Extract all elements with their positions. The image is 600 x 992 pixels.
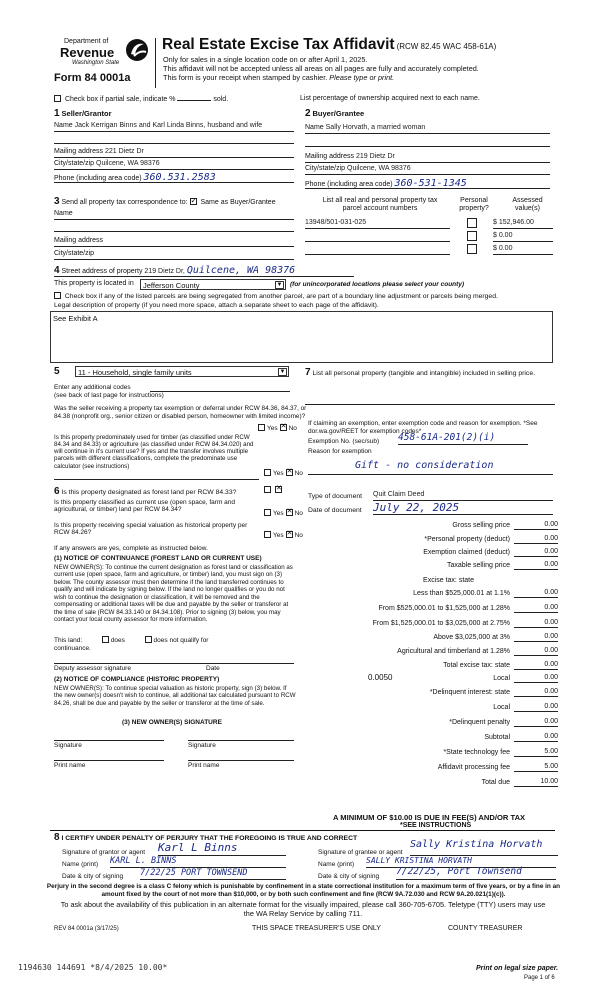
historic-no-checkbox[interactable] <box>286 531 293 538</box>
buyer-heading <box>305 108 364 120</box>
seller-name-label: Name <box>54 122 73 129</box>
tax-row-label: *State technology fee <box>443 748 510 756</box>
notice1-body: NEW OWNER(S): To continue the current designation as forest land or classification as current use (open space, farm and agriculture, or timber) land, you must sign on (3) below. The county assessor must then determine if the land transferred continues to qualify and will indicate by signing below. If the land no longer qualifies or you do not wish to continue the designation or classification, it will be removed and the compensating or additional taxes will be due and payable by the seller or transferor at the time of sale (RCW 84.33.140 or 84.34.108). Prior to signing (3) below, you may contact your local county assessor for more information. <box>54 564 293 624</box>
exemption-question <box>54 405 309 420</box>
this-land-row <box>54 636 208 645</box>
tax-row-value[interactable]: 10.00 <box>514 778 558 787</box>
buyer-phone-label: Phone (including area code) <box>305 181 393 188</box>
buyer-city-field[interactable]: Quilcene, WA 98376 <box>347 165 411 172</box>
exemption-number-label: Exemption No. (sec/sub) <box>308 438 380 445</box>
county-select[interactable] <box>140 279 286 290</box>
buyer-phone-row <box>305 178 550 189</box>
does-label: does <box>110 637 125 644</box>
segregated-row <box>54 292 498 301</box>
tax-row-label: Local <box>493 703 510 711</box>
notice-2: This affidavit will not be accepted unless all areas on all pages are fully and accurately completed. <box>163 64 479 73</box>
forest-question-text: Is this property designated as forest land per RCW 84.33? <box>61 489 237 496</box>
new-owner-print-label-2: Print name <box>188 762 220 769</box>
tax-row-value[interactable]: 5.00 <box>514 763 558 772</box>
seller-mailing-label: Mailing address <box>54 148 104 155</box>
new-owner-signature-heading: (3) NEW OWNER(S) SIGNATURE <box>122 719 222 726</box>
this-land-label: This land: <box>54 637 83 644</box>
buyer-mailing-label: Mailing address <box>305 153 355 160</box>
street-address-field[interactable]: 219 Dietz Dr, <box>144 268 185 275</box>
seller-name-extra-line <box>54 136 294 144</box>
correspondence-extra-line <box>54 224 294 232</box>
timber-yes-no <box>262 469 303 478</box>
legal-description-text: See Exhibit A <box>53 314 98 323</box>
grantor-date-city[interactable]: 7/22/25 PORT TOWNSEND <box>140 868 286 880</box>
chevron-down-icon: ▼ <box>276 282 283 288</box>
grantee-name[interactable]: SALLY KRISTINA HORVATH <box>366 856 556 868</box>
no-label: No <box>288 425 297 432</box>
correspondence-label: Send all property tax correspondence to: <box>61 199 188 206</box>
personal-property-checkbox-2[interactable] <box>467 231 477 244</box>
form-number: Form 84 0001a <box>54 72 131 84</box>
partial-sale-label: Check box if partial sale, indicate % <box>64 96 176 103</box>
dept-line3: Washington State <box>72 60 120 66</box>
current-use-no-checkbox[interactable] <box>286 509 293 516</box>
tax-row-value[interactable]: 0.00 <box>514 661 558 670</box>
buyer-mailing-field[interactable]: 219 Dietz Dr <box>355 153 395 160</box>
doc-date-field[interactable]: July 22, 2025 <box>373 501 553 515</box>
personal-heading-line2: property? <box>459 205 489 213</box>
grantor-sig-label: Signature of grantor or agent <box>62 849 146 856</box>
exemption-reason-field[interactable]: Gift - no consideration <box>355 460 494 471</box>
grantor-signature[interactable]: Karl L Binns <box>158 841 286 856</box>
parcel-number-text: 13948/501-031-025 <box>305 219 367 226</box>
seller-city-field[interactable]: Quilcene, WA 98376 <box>96 160 160 167</box>
treasurer-use-label: THIS SPACE TREASURER'S USE ONLY <box>252 925 381 932</box>
tax-row-label: From $525,000.01 to $1,525,000 at 1.28% <box>378 604 510 612</box>
doc-type-row <box>308 493 362 501</box>
tax-row <box>300 701 558 712</box>
tax-row-value[interactable]: 0.00 <box>514 718 558 727</box>
buyer-city-label: City/state/zip <box>305 165 346 172</box>
perjury-notice: Perjury in the second degree is a class C felony which is punishable by confinement in a state correctional institution for a maximum term of five years, or by a fine in an amount fixed by the court of not more than $10,000, or by both such confinement and fine (RCW 9A.72.030 and RCW 9A.20.021(1)(c)). <box>46 883 561 898</box>
same-as-buyer-checkbox[interactable] <box>190 198 197 205</box>
tax-row <box>300 559 558 570</box>
tax-row-label: *Personal property (deduct) <box>424 535 510 543</box>
tax-row <box>300 519 558 530</box>
chevron-down-icon: ▼ <box>279 369 286 375</box>
doc-type-field[interactable]: Quit Claim Deed <box>373 491 553 501</box>
grantee-date-label: Date & city of signing <box>318 873 380 880</box>
personal-heading-line1: Personal <box>460 197 488 204</box>
tax-row-label: *Delinquent interest: state <box>429 688 510 696</box>
tax-row <box>300 574 558 585</box>
forest-question <box>54 486 264 498</box>
exemption-question-text: Was the seller receiving a property tax exemption or deferral under RCW 84.36, 84.37, or 84.38 (nonprofit org., senior citizen or disabled person, homeowner with limited income)? <box>54 405 307 420</box>
tax-row <box>300 746 558 757</box>
section6-number: 6 <box>54 486 60 497</box>
tax-row-value[interactable]: 0.00 <box>514 535 558 544</box>
tax-row-label: *Delinquent penalty <box>449 718 510 726</box>
notice-3-italic: Please type or print. <box>329 73 395 82</box>
buyer-name-field[interactable]: Sally Horvath, a married woman <box>325 124 426 131</box>
local-tax-value[interactable]: 0.00 <box>514 674 558 683</box>
tax-row <box>300 587 558 598</box>
deputy-sig-label: Deputy assessor signature <box>54 665 131 672</box>
exemption-yes-checkbox[interactable] <box>258 424 265 431</box>
page-number: Page 1 of 6 <box>524 975 555 981</box>
seller-city-label: City/state/zip <box>54 160 95 167</box>
yes-label: Yes <box>273 532 284 539</box>
exemption-yes-no <box>256 424 297 433</box>
tax-row <box>300 631 558 642</box>
forest-yes-no <box>262 486 284 495</box>
notice1-title: (1) NOTICE OF CONTINUANCE (FOREST LAND OR CURRENT USE) <box>54 555 262 562</box>
historic-yes-no <box>262 531 303 540</box>
exemption-number-row <box>308 438 379 446</box>
historic-yes-checkbox[interactable] <box>264 531 271 538</box>
tax-row-label: Gross selling price <box>452 521 510 529</box>
parcel-heading <box>305 197 455 214</box>
tax-row-label: Total excise tax: state <box>443 661 510 669</box>
seller-heading <box>54 108 112 120</box>
new-owner-sig-label-1: Signature <box>54 742 82 749</box>
buyer-section-number: 2 <box>305 108 311 119</box>
assessed-value-2[interactable]: $ 0.00 <box>493 232 553 242</box>
land-does-not-checkbox[interactable] <box>145 636 152 643</box>
no-label: No <box>294 510 303 517</box>
property-section-number: 4 <box>54 265 60 276</box>
local-tax-rate: 0.0050 <box>368 673 393 683</box>
new-owner-sig-line-2[interactable] <box>188 740 294 741</box>
notice2-title: (2) NOTICE OF COMPLIANCE (HISTORIC PROPERTY) <box>54 676 220 683</box>
tax-row-label: Less than $525,000.01 at 1.1% <box>413 589 510 597</box>
tax-row-label: Taxable selling price <box>446 561 510 569</box>
new-owner-sig-label-2: Signature <box>188 742 216 749</box>
timber-question-text: Is this property predominately used for timber (as classified under RCW 84.34 and 84.33) or agriculture (as classified under RCW 84.34.020) and will continue in it's current use? If yes and the transfer involves multiple parcels with different classifications, complete the predominate use calculator (see instructions) <box>54 434 254 470</box>
current-use-yes-no <box>262 509 303 518</box>
seller-name-field[interactable]: Jack Kerrigan Binns and Karl Linda Binns, husband and wife <box>74 122 263 129</box>
new-owner-print-line-2[interactable] <box>188 760 294 761</box>
personal-property-checkbox-1[interactable] <box>467 218 477 231</box>
grantor-date-label: Date & city of signing <box>62 873 124 880</box>
doc-type-label: Type of document <box>308 493 363 500</box>
exemption-number-field[interactable]: 458-61A-201(2)(i) <box>398 432 528 445</box>
tax-row <box>300 659 558 670</box>
correspondence-name-label: Name <box>54 210 73 217</box>
timber-yes-checkbox[interactable] <box>264 469 271 476</box>
yes-label: Yes <box>273 470 284 477</box>
correspondence-name-row <box>54 210 294 220</box>
tax-row <box>300 716 558 727</box>
correspondence-city-label: City/state/zip <box>54 250 95 257</box>
parcel-number-3[interactable] <box>305 245 450 255</box>
exemption-reason-label: Reason for exemption <box>308 448 372 455</box>
tax-row-label: Agricultural and timberland at 1.28% <box>397 647 510 655</box>
tax-row <box>300 617 558 628</box>
parcel-heading-line1: List all real and personal property tax <box>322 197 438 204</box>
tax-row-value[interactable]: 0.00 <box>514 703 558 712</box>
personal-property-list-line[interactable] <box>305 403 555 405</box>
tax-row <box>300 686 558 697</box>
no-label: No <box>294 532 303 539</box>
seller-section-number: 1 <box>54 108 60 119</box>
section-divider <box>50 830 555 831</box>
timber-underline <box>54 479 259 480</box>
seller-phone-label: Phone (including area code) <box>54 175 142 182</box>
dor-swirl-icon <box>124 38 150 62</box>
parcel-number-2[interactable] <box>305 232 450 242</box>
no-label: No <box>294 470 303 477</box>
correspondence-mailing-row <box>54 237 294 247</box>
personal-property-heading <box>455 197 493 214</box>
street-address-handwritten: Quilcene, WA 98376 <box>186 265 296 276</box>
section5-number: 5 <box>54 366 60 377</box>
local-tax-row <box>368 672 558 683</box>
tax-row <box>300 645 558 656</box>
buyer-name-label: Name <box>305 124 324 131</box>
buyer-name-extra-line <box>305 139 550 147</box>
form-title-row <box>162 36 496 55</box>
tax-row-label: Above $3,025,000 at 3% <box>433 633 510 641</box>
yes-label: Yes <box>267 425 278 432</box>
current-use-question: Is this property classified as current use (open space, farm and agricultural, or timber) land per RCW 84.34? <box>54 499 236 514</box>
tax-row <box>300 546 558 557</box>
land-does-checkbox[interactable] <box>102 636 109 643</box>
segregated-label: Check box if any of the listed parcels are being segregated from another parcel, are part of a boundary line adjustment or parcels being merged. <box>64 293 498 300</box>
grantee-date-city[interactable]: 7/22/25, Port Townsend <box>396 866 556 880</box>
receipt-stamp: 1194630 144691 *8/4/2025 10.00* <box>18 963 168 972</box>
grantee-sig-label: Signature of grantee or agent <box>318 849 403 856</box>
seller-city-row <box>54 160 294 170</box>
seller-mailing-row <box>54 148 294 158</box>
assessed-value-heading <box>500 197 555 214</box>
tax-row-value[interactable]: 0.00 <box>514 733 558 742</box>
timber-question <box>54 434 259 470</box>
tax-row-value[interactable]: 0.00 <box>514 561 558 570</box>
notice2-body: NEW OWNER(S): To continue special valuation as historic property, sign (3) below. If the new owner(s) doesn't wish to continue, all additional tax calculated pursuant to RCW 84.26, shall be due and payable by the seller or transferor at the time of sale. <box>54 685 296 707</box>
seller-heading-label: Seller/Grantor <box>61 109 112 118</box>
tax-row-label: Exemption claimed (deduct) <box>423 548 510 556</box>
additional-codes-line2: (see back of last page for instructions) <box>54 391 164 399</box>
land-use-selected-value: 11 - Household, single family units <box>78 368 192 377</box>
new-owner-print-line-1[interactable] <box>54 760 164 761</box>
exemption-reason-line <box>308 474 553 475</box>
list-percentage-note: List percentage of ownership acquired next to each name. <box>300 95 480 102</box>
forest-yes-checkbox[interactable] <box>264 486 271 493</box>
new-owner-sig-line-1[interactable] <box>54 740 164 741</box>
deputy-sig-line <box>54 663 294 664</box>
section7-row <box>305 367 555 380</box>
county-note: (for unincorporated locations please select your county) <box>290 281 465 288</box>
legal-size-note: Print on legal size paper. <box>476 965 559 972</box>
see-instructions-note: *SEE INSTRUCTIONS <box>400 822 472 829</box>
seller-name-row <box>54 122 294 132</box>
tax-row-label: From $1,525,000.01 to $3,025,000 at 2.75% <box>372 619 510 627</box>
partial-sale-row <box>54 95 228 104</box>
correspondence-heading <box>54 196 276 208</box>
tax-row-value[interactable]: 0.00 <box>514 589 558 598</box>
partial-sale-checkbox[interactable] <box>54 95 61 102</box>
buyer-heading-label: Buyer/Grantee <box>312 109 365 118</box>
assessed-value-1[interactable]: $ 152,946.00 <box>493 219 553 229</box>
if-yes-note: If any answers are yes, complete as instructed below. <box>54 545 208 552</box>
tax-row-label: Excise tax: state <box>423 576 474 584</box>
tax-row-value[interactable]: 0.00 <box>514 633 558 642</box>
notice-1: Only for sales in a single location code on or after April 1, 2025. <box>163 55 368 64</box>
street-address-label: Street address of property <box>61 268 143 275</box>
alternate-format-notice: To ask about the availability of this publication in an alternate format for the visually impaired, please call 360-705-6705. Teletype (TTY) users may use the WA Relay Service by calling 711. <box>60 900 546 918</box>
assessed-value-3[interactable]: $ 0.00 <box>493 245 553 255</box>
tax-row-label: Subtotal <box>484 733 510 741</box>
deputy-date-label: Date <box>206 665 220 672</box>
tax-row-value[interactable]: 5.00 <box>514 748 558 757</box>
grantor-name[interactable]: KARL L. BINNS <box>110 856 286 868</box>
seller-phone-field[interactable]: 360.531.2583 <box>143 172 216 183</box>
certify-statement: I CERTIFY UNDER PENALTY OF PERJURY THAT THE FOREGOING IS TRUE AND CORRECT <box>61 835 358 842</box>
current-use-yes-checkbox[interactable] <box>264 509 271 516</box>
personal-property-list-label: List all personal property (tangible and intangible) included in selling price. <box>312 370 535 377</box>
grantee-signature[interactable]: Sally Kristina Horvath <box>410 839 558 856</box>
header-divider <box>155 38 156 88</box>
tax-row-value[interactable]: 0.00 <box>514 647 558 656</box>
correspondence-mailing-label: Mailing address <box>54 237 104 244</box>
tax-row <box>300 731 558 742</box>
tax-row-value[interactable]: 0.00 <box>514 548 558 557</box>
street-address-row <box>54 265 354 277</box>
does-not-label: does not qualify for <box>153 637 209 644</box>
local-tax-label: Local <box>493 674 510 682</box>
notice-3-row <box>163 74 394 83</box>
personal-property-checkbox-3[interactable] <box>467 244 477 257</box>
dept-line2: Revenue <box>60 45 115 60</box>
minimum-due-note: A MINIMUM OF $10.00 IS DUE IN FEE(S) AND/OR TAX <box>333 813 526 822</box>
partial-sale-label-b: sold. <box>213 96 229 103</box>
form-rcw: (RCW 82.45 WAC 458-61A) <box>396 42 497 51</box>
assessed-heading-line1: Assessed <box>512 197 543 204</box>
tax-row-value[interactable]: 0.00 <box>514 688 558 697</box>
tax-row-value[interactable]: 0.00 <box>514 604 558 613</box>
county-selected-value: Jefferson County <box>143 281 200 290</box>
seller-mailing-field[interactable]: 221 Dietz Dr <box>104 148 144 155</box>
revision-number: REV 84 0001a (3/17/25) <box>54 926 119 932</box>
tax-row-value[interactable]: 0.00 <box>514 619 558 628</box>
doc-date-label: Date of document <box>308 507 362 514</box>
additional-codes-field[interactable] <box>150 383 290 392</box>
parcel-heading-line2: parcel account numbers <box>342 205 418 213</box>
notice-3: This form is your receipt when stamped by cashier. <box>163 73 328 82</box>
county-label: This property is located in <box>54 280 134 287</box>
new-owner-print-label-1: Print name <box>54 762 86 769</box>
buyer-phone-field[interactable]: 360-531-1345 <box>394 178 467 189</box>
section8-number: 8 <box>54 832 60 843</box>
tax-row-value[interactable]: 0.00 <box>514 521 558 530</box>
same-as-buyer-label: Same as Buyer/Grantee <box>200 199 276 206</box>
legal-description-box[interactable] <box>50 311 553 363</box>
tax-row <box>300 761 558 772</box>
tax-row <box>300 602 558 613</box>
grantee-name-label: Name (print) <box>318 861 355 868</box>
legal-description-label: Legal description of property (if you need more space, attach a separate sheet to each page of the affidavit). <box>54 302 379 309</box>
buyer-name-row <box>305 124 550 134</box>
buyer-mailing-row <box>305 153 550 163</box>
timber-no-checkbox[interactable] <box>286 469 293 476</box>
historic-question: Is this property receiving special valuation as historical property per RCW 84.26? <box>54 522 248 537</box>
exemption-no-checkbox[interactable] <box>280 424 287 431</box>
grantor-name-label: Name (print) <box>62 861 99 868</box>
section7-number: 7 <box>305 367 311 378</box>
parcel-number-1[interactable] <box>305 219 450 229</box>
correspondence-section-number: 3 <box>54 196 60 207</box>
exemption-claim-note: If claiming an exemption, enter exemption code and reason for exemption. *See dor.wa.gov/REET for exemption codes* <box>308 420 538 435</box>
county-treasurer-label: COUNTY TREASURER <box>448 925 523 932</box>
form-title: Real Estate Excise Tax Affidavit <box>162 36 395 53</box>
tax-row <box>300 776 558 787</box>
forest-no-checkbox[interactable] <box>275 486 282 493</box>
additional-codes-line1: Enter any additional codes <box>54 384 131 391</box>
yes-label: Yes <box>273 510 284 517</box>
tax-row-label: Total due <box>481 778 510 786</box>
doc-date-row <box>308 507 362 515</box>
additional-codes-label <box>54 384 164 400</box>
tax-row <box>300 533 558 544</box>
assessed-heading-line2: value(s) <box>515 205 540 213</box>
buyer-city-row <box>305 165 550 175</box>
tax-row-label: Affidavit processing fee <box>437 763 510 771</box>
seller-phone-row <box>54 172 294 183</box>
land-use-select[interactable] <box>75 366 289 377</box>
continuance-label: continuance. <box>54 645 91 652</box>
segregated-checkbox[interactable] <box>54 292 61 299</box>
correspondence-city-row <box>54 250 294 260</box>
dept-line1: Department of <box>64 38 109 45</box>
